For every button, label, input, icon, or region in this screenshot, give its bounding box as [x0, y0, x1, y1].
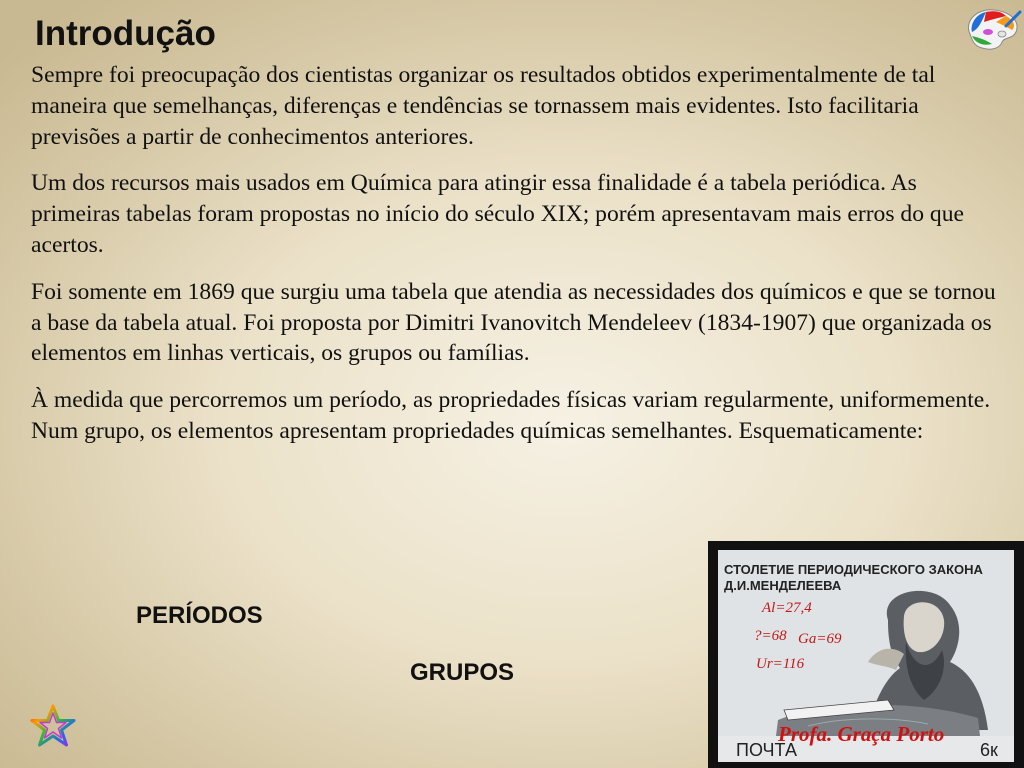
- body-text: [31, 60, 1006, 463]
- stamp-note-ur: Ur=116: [756, 656, 805, 672]
- rainbow-star-icon[interactable]: [29, 703, 77, 749]
- paint-palette-icon: [962, 4, 1022, 54]
- stamp-note-ga: Ga=69: [798, 631, 842, 647]
- paragraph-mendeleev: Foi somente em 1869 que surgiu uma tabela que atendia as necessidades dos químicos e que se tornou a base da tabela atual. Foi proposta por Dimitri Ivanovitch Mendeleev (1834-1907) que organizada os elementos em linhas verticais, os grupos ou famílias.: [31, 278, 996, 367]
- paragraph-properties: À medida que percorremos um período, as propriedades físicas variam regularmente, uniformemente. Num grupo, os elementos apresentam propriedades químicas semelhantes. Esquematicamente:: [31, 387, 991, 444]
- stamp-credit: Profa. Graça Porto: [778, 722, 945, 746]
- paragraph-resources: Um dos recursos mais usados em Química para atingir essa finalidade é a tabela periódica. As primeiras tabelas foram propostas no início do século XIX; porém apresentavam mais erros do que acertos.: [31, 170, 964, 258]
- stamp-title-line2: Д.И.МЕНДЕЛЕЕВА: [724, 578, 842, 593]
- stamp-note-al: Al=27,4: [762, 600, 812, 616]
- grupos-label: GRUPOS: [410, 659, 515, 686]
- paragraph-intro: Sempre foi preocupação dos cientistas organizar os resultados obtidos experimentalmente de tal maneira que semelhanças, diferenças e tendências se tornassem mais evidentes. Isto facilitaria previsões a partir de conhecimentos anteriores.: [31, 62, 936, 150]
- stamp-title-line1: СТОЛЕТИЕ ПЕРИОДИЧЕСКОГО ЗАКОНА: [724, 562, 983, 577]
- periodos-label: PERÍODOS: [136, 602, 263, 629]
- stamp-pochta: ПОЧТА: [736, 740, 797, 760]
- stamp-value: 6к: [980, 740, 998, 760]
- slide-title: Introdução: [35, 14, 216, 53]
- stamp-note-q: ?=68: [754, 628, 787, 644]
